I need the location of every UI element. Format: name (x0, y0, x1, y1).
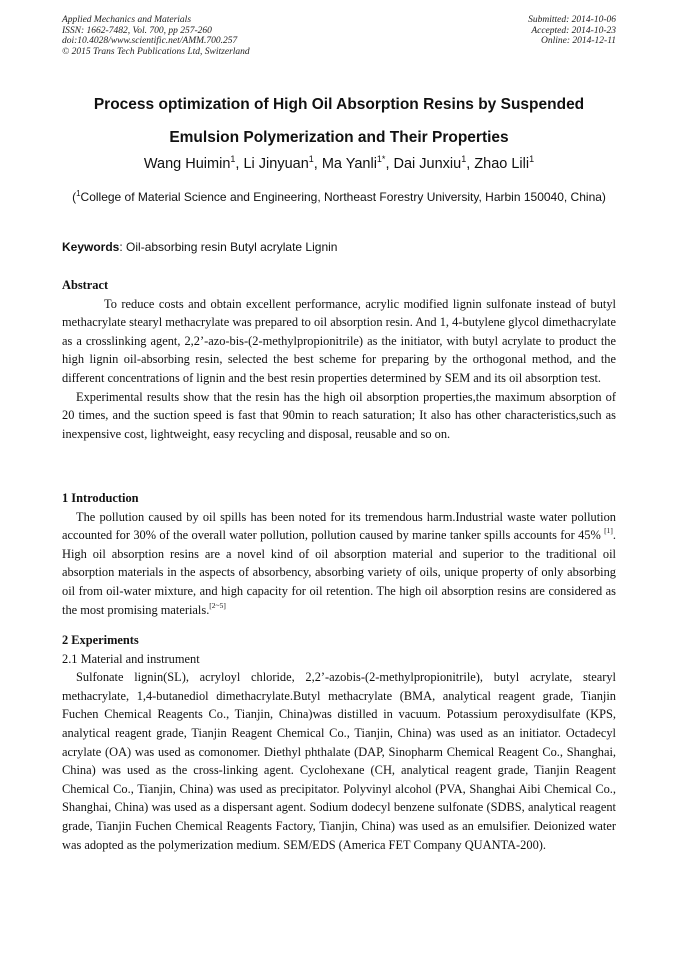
author: Dai Junxiu (393, 156, 462, 172)
author-separator: , (235, 156, 244, 172)
author-separator: , (466, 156, 475, 172)
author-separator: , (385, 156, 394, 172)
submitted-date: Submitted: 2014-10-06 (528, 15, 616, 25)
citation-ref[interactable]: [2~5] (209, 600, 226, 610)
publication-info (62, 15, 250, 57)
introduction-heading: 1 Introduction (62, 491, 139, 505)
materials-paragraph: Sulfonate lignin(SL), acryloyl chloride, 2,2’-azobis-(2-methylpropionitrile), butyl acrylate, stearyl methacrylate, 1,4-butanediol dimethacrylate.Butyl methacrylate (BMA, analytical reagent grade, Tianjin Fuchen Chemical Reagents Co., Tianjin, China)was distilled in vacuum. Potassium peroxydisulfate (KPS, analytical reagent grade, Tianjin Reagent Chemical Co., Tianjin, China) was used as an initiator. Octadecyl acrylate (OA) was used as comonomer. Diethyl phthalate (DAP, Sinopharm Chemical Reagent Co., Shanghai, China) was used as the cross-linking agent. Cyclohexane (CH, analytical reagent grade, Tianjin Reagent Chemical Co., Tianjin, China) was used as precipitator. Polyvinyl alcohol (PVA, Shanghai Aibi Chemical Co., Shanghai, China) was used as a dispersant agent. Sodium dodecyl benzene sulfonate (SDBS, analytical reagent grade, Tianjin Fuchen Chemical Reagents Factory, Tianjin, China) was used as an emulsifier. Deionized water was adopted as the polymerization medium. SEM/EDS (America FET Company QUANTA-200). (62, 670, 616, 852)
paper-title (40, 88, 638, 154)
online-date: Online: 2014-12-11 (540, 36, 616, 47)
author-affiliation-mark: 1 (461, 154, 467, 164)
author: Wang Huimin (143, 156, 231, 172)
author-separator: , (313, 156, 322, 172)
keywords-label: Keywords (62, 240, 120, 254)
affiliation-open-paren: ( (72, 190, 77, 204)
affiliation-text: College of Material Science and Engineering, Northeast Forestry University, Harbin 150040, China) (80, 190, 606, 204)
affiliation-mark: 1 (76, 189, 81, 198)
author-affiliation-mark: 1 (230, 154, 236, 164)
doi-link[interactable]: doi:10.4028/www.scientific.net/AMM.700.257 (62, 36, 238, 47)
accepted-date: Accepted: 2014-10-23 (531, 25, 616, 36)
intro-text-b: . High oil absorption resins are a novel kind of oil absorption material and superior to the traditional oil absorption materials in the aspects of absorbency, absorbing variety of oils, unique property of only absorbing oil from oil-water mixture, and high capacity for oil retention. The high oil absorption resins are considered as the most promising materials. (62, 528, 616, 617)
title-line-1: Process optimization of High Oil Absorption Resins by Suspended (93, 96, 585, 113)
journal-name: Applied Mechanics and Materials (62, 15, 192, 25)
copyright-line: © 2015 Trans Tech Publications Ltd, Switzerland (62, 46, 250, 57)
issn-line: ISSN: 1662-7482, Vol. 700, pp 257-260 (62, 25, 212, 36)
author-affiliation-mark: 1* (376, 154, 386, 164)
affiliation (70, 189, 608, 206)
intro-text-a: The pollution caused by oil spills has been noted for its tremendous harm.Industrial waste water pollution accounted for 30% of the overall water pollution, pollution caused by marine tanker spills accounts for 45% (62, 509, 616, 543)
abstract-paragraph-1: To reduce costs and obtain excellent performance, acrylic modified lignin sulfonate instead of butyl methacrylate stearyl methacrylate was prepared to oil absorption resin. And 1, 4-butylene glycol dimethacrylate as a crosslinking agent, 2,2’-azo-bis-(2-methylpropionitrile) as the initiator, with butyl acrylate to product the high lignin oil-absorbing resin, selected the best scheme for preparing by the orthogonal method, and the different concentrations of lignin and the best resin properties determined by SEM and its oil absorption test. (62, 296, 616, 385)
abstract-heading: Abstract (62, 278, 109, 292)
abstract-section (62, 276, 616, 443)
experiments-section (62, 631, 616, 854)
experiments-heading: 2 Experiments (62, 633, 139, 647)
citation-ref[interactable]: [1] (604, 526, 613, 536)
date-info (528, 15, 616, 47)
author: Li Jinyuan (243, 156, 309, 172)
keywords (62, 240, 616, 254)
author-affiliation-mark: 1 (308, 154, 314, 164)
title-line-2: Emulsion Polymerization and Their Properties (169, 129, 509, 146)
author: Zhao Lili (474, 156, 530, 172)
introduction-paragraph (62, 508, 616, 620)
introduction-section (62, 489, 616, 619)
keywords-text: : Oil-absorbing resin Butyl acrylate Lignin (119, 240, 338, 254)
abstract-paragraph-2: Experimental results show that the resin has the high oil absorption properties,the maximum absorption of 20 times, and the suction speed is fast that 90min to reach saturation; It also has other characteristics,such as inexpensive cost, lightweight, easy recycling and disposal, reusable and so on. (62, 389, 616, 441)
materials-subheading: 2.1 Material and instrument (62, 651, 200, 666)
author-affiliation-mark: 1 (529, 154, 535, 164)
author: Ma Yanli (321, 156, 377, 172)
author-list (40, 156, 638, 172)
